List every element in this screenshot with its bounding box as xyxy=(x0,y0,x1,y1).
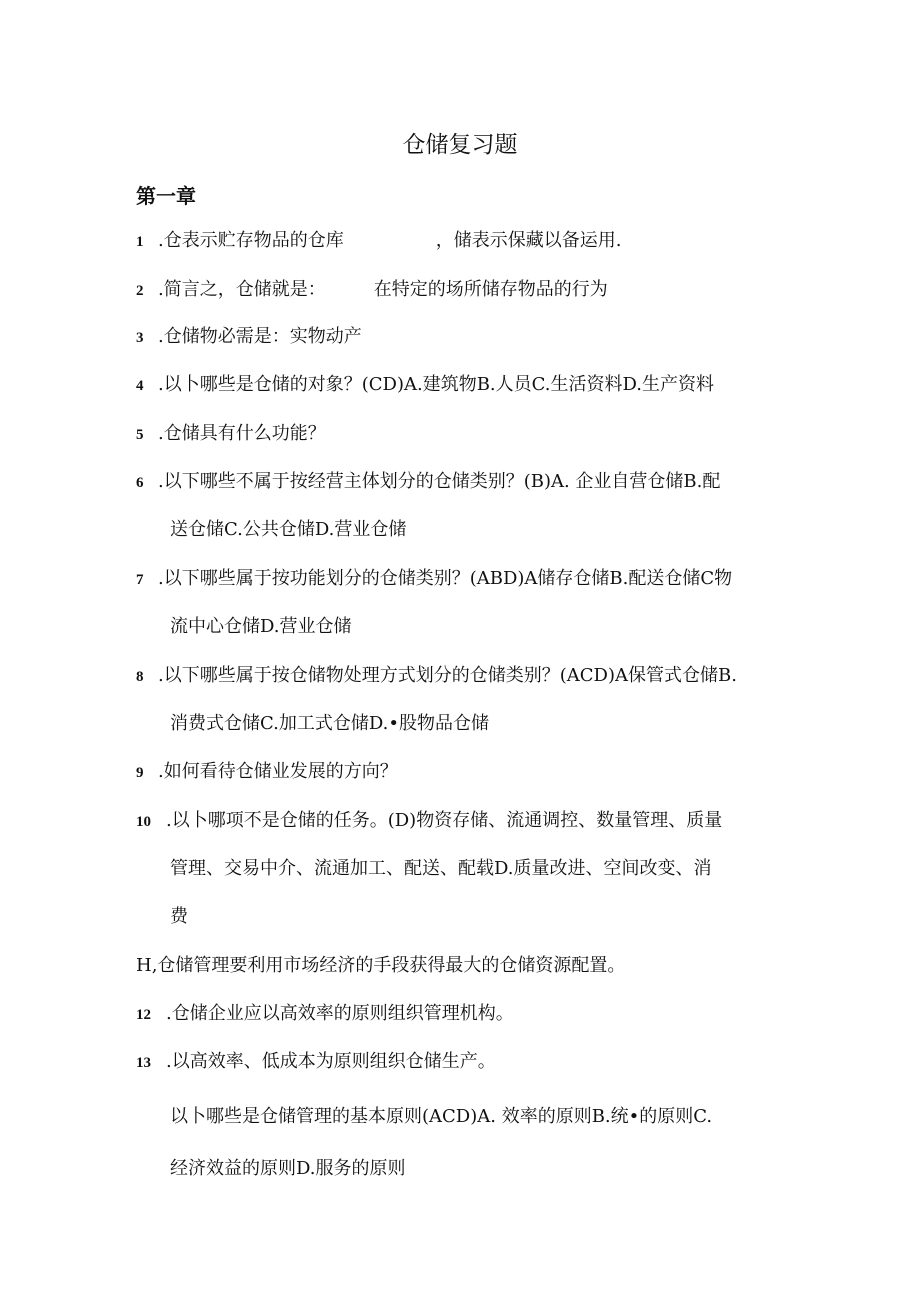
question-text: .以高效率、低成本为原则组织仓储生产。 xyxy=(166,1051,496,1072)
question-number: 9 xyxy=(136,765,144,781)
question-10 xyxy=(136,808,722,835)
question-13 xyxy=(136,1049,496,1076)
question-6-continued: 送仓储C.公共仓储D.营业仓储 xyxy=(170,519,407,540)
question-number: 8 xyxy=(136,669,144,685)
question-number: 2 xyxy=(136,283,144,299)
question-number: 13 xyxy=(136,1055,151,1071)
question-3 xyxy=(136,324,362,351)
question-text-line-1: .以卜哪项不是仓储的任务。(D)物资存储、流通调控、数量管理、质量 xyxy=(166,810,723,831)
question-number: 4 xyxy=(136,378,144,394)
question-1 xyxy=(136,228,621,255)
question-text-line-1: .以下哪些不属于按经营主体划分的仓储类别？(B)A. 企业自营仓储B.配 xyxy=(158,471,721,492)
question-8 xyxy=(136,663,737,690)
question-text: .以卜哪些是仓储的对象？(CD)A.建筑物B.人员C.生活资料D.生产资料 xyxy=(158,374,715,395)
question-text-b: ，储表示保藏以备运用. xyxy=(435,230,622,251)
question-text: .仓储企业应以高效率的原则组织管理机构。 xyxy=(166,1003,514,1024)
question-7 xyxy=(136,566,732,593)
question-text-a: .仓表示贮存物品的仓库 xyxy=(158,230,344,251)
question-text-line-1: .以下哪些属于按仓储物处理方式划分的仓储类别？(ACD)A保管式仓储B. xyxy=(158,665,737,686)
question-text-line-1: .以下哪些属于按功能划分的仓储类别？(ABD)A储存仓储B.配送仓储C物 xyxy=(158,568,733,589)
question-6 xyxy=(136,469,720,496)
question-number: 12 xyxy=(136,1007,151,1023)
question-number: 3 xyxy=(136,330,144,346)
question-text: .仓储物必需是：实物动产 xyxy=(158,326,362,347)
question-14-line-2: 经济效益的原则D.服务的原则 xyxy=(170,1158,406,1179)
question-number: 10 xyxy=(136,814,151,830)
question-5 xyxy=(136,421,326,448)
question-text-b: 在特定的场所储存物品的行为 xyxy=(373,279,608,300)
question-text: .如何看待仓储业发展的方向？ xyxy=(158,761,398,782)
question-8-continued: 消费式仓储C.加工式仓储D.•股物品仓储 xyxy=(170,713,489,734)
question-12 xyxy=(136,1001,514,1028)
question-10-continued-2: 费 xyxy=(170,906,188,927)
question-9 xyxy=(136,759,398,786)
question-11: H,仓储管理要利用市场经济的手段获得最大的仓储资源配置。 xyxy=(136,955,626,976)
question-2 xyxy=(136,277,608,304)
question-7-continued: 流中心仓储D.营业仓储 xyxy=(170,616,352,637)
question-10-continued-1: 管理、交易中介、流通加工、配送、配载D.质量改进、空间改变、消 xyxy=(170,858,712,879)
question-14-line-1: 以卜哪些是仓储管理的基本原则(ACD)A. 效率的原则B.统•的原则C. xyxy=(170,1106,713,1127)
question-text-a: .简言之，仓储就是： xyxy=(158,279,326,300)
chapter-heading: 第一章 xyxy=(136,184,196,208)
question-4 xyxy=(136,372,714,399)
question-number: 1 xyxy=(136,234,144,250)
question-number: 5 xyxy=(136,427,144,443)
question-number: 6 xyxy=(136,475,144,491)
page-title: 仓储复习题 xyxy=(402,132,518,158)
question-number: 7 xyxy=(136,572,144,588)
question-text: .仓储具有什么功能？ xyxy=(158,423,326,444)
